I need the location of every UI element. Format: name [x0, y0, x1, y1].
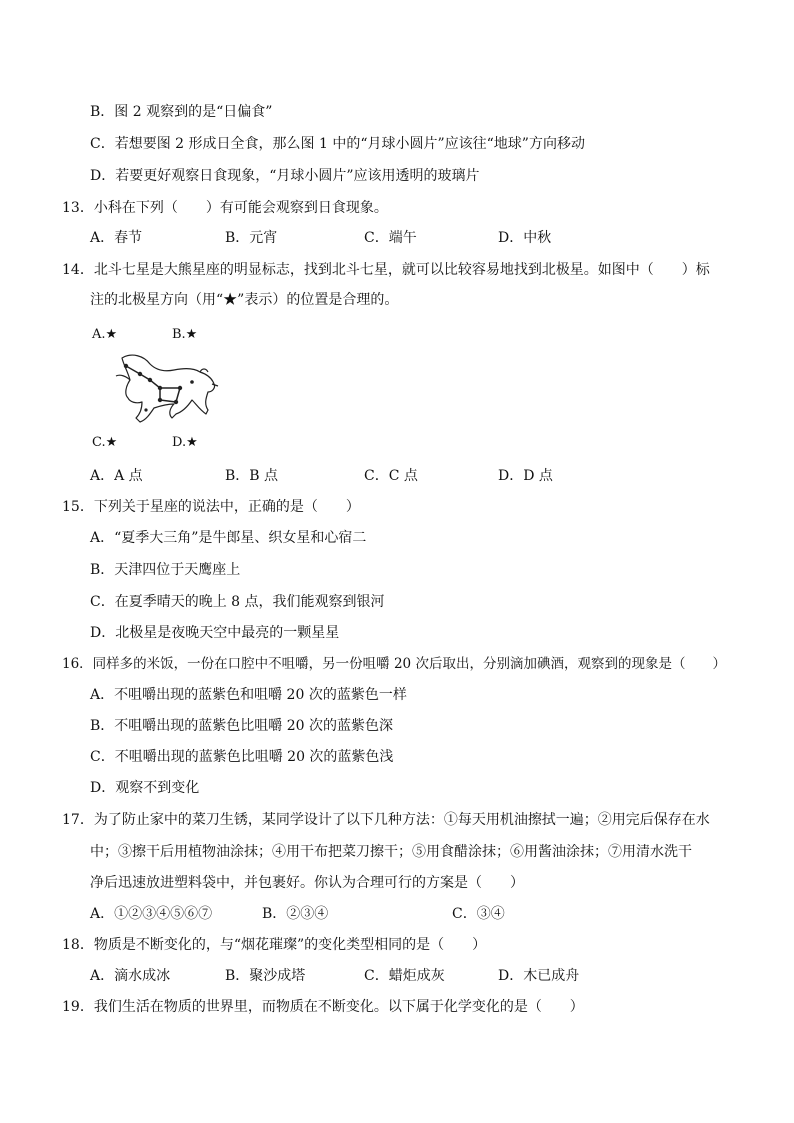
figure-label-b: B.★ — [172, 327, 198, 342]
figure-label-c: C.★ — [92, 435, 118, 450]
figure-label-a: A.★ — [92, 327, 118, 342]
q15-option-a: A．“夏季大三角”是牛郎星、织女星和心宿二 — [90, 530, 367, 546]
q18-option-c: C．蜡炬成灰 — [364, 968, 445, 984]
ursa-major-figure — [88, 322, 228, 452]
q15-option-d: D．北极星是夜晚天空中最亮的一颗星星 — [90, 625, 340, 641]
q13-stem: 13．小科在下列（ ）有可能会观察到日食现象。 — [62, 200, 388, 216]
q14-stem-line2: 注的北极星方向（用“★”表示）的位置是合理的。 — [90, 292, 399, 308]
q15-option-b: B．天津四位于天鹰座上 — [90, 562, 241, 578]
q13-option-b: B．元宵 — [225, 230, 278, 246]
prev-option-d: D．若要更好观察日食现象，“月球小圆片”应该用透明的玻璃片 — [90, 168, 480, 184]
q18-option-a: A．滴水成冰 — [90, 968, 171, 984]
big-dipper-lines — [126, 366, 180, 402]
q18-option-d: D．木已成舟 — [498, 968, 580, 984]
q17-option-c: C．③④ — [452, 906, 505, 922]
prev-option-b: B．图 2 观察到的是“日偏食” — [90, 104, 273, 120]
q16-option-a: A．不咀嚼出现的蓝紫色和咀嚼 20 次的蓝紫色一样 — [90, 687, 407, 703]
q19-stem: 19．我们生活在物质的世界里，而物质在不断变化。以下属于化学变化的是（ ） — [62, 999, 584, 1015]
prev-option-c: C．若想要图 2 形成日全食，那么图 1 中的“月球小圆片”应该往“地球”方向移动 — [90, 136, 585, 152]
q16-stem: 16．同样多的米饭，一份在口腔中不咀嚼，另一份咀嚼 20 次后取出，分别滴加碘酒，观察到的现象是（ ） — [62, 656, 726, 672]
q14-stem-line1: 14．北斗七星是大熊星座的明显标志，找到北斗七星，就可以比较容易地找到北极星。如图中（ ）标 — [62, 262, 710, 278]
q14-option-a: A．A 点 — [90, 468, 143, 484]
q15-option-c: C．在夏季晴天的晚上 8 点，我们能观察到银河 — [90, 594, 385, 610]
q16-option-c: C．不咀嚼出现的蓝紫色比咀嚼 20 次的蓝紫色浅 — [90, 749, 394, 765]
q14-option-b: B．B 点 — [225, 468, 279, 484]
q16-option-d: D．观察不到变化 — [90, 780, 200, 796]
q17-option-b: B．②③④ — [262, 906, 329, 922]
q18-stem: 18．物质是不断变化的，与“烟花璀璨”的变化类型相同的是（ ） — [62, 937, 487, 953]
q15-stem: 15．下列关于星座的说法中，正确的是（ ） — [62, 499, 360, 515]
q17-option-a: A．①②③④⑤⑥⑦ — [90, 906, 213, 922]
q13-option-a: A．春节 — [90, 230, 143, 246]
q14-option-c: C．C 点 — [364, 468, 418, 484]
q13-option-c: C．端午 — [364, 230, 417, 246]
q17-stem-line3: 净后迅速放进塑料袋中，并包裹好。你认为合理可行的方案是（ ） — [90, 875, 524, 891]
q18-option-b: B．聚沙成塔 — [225, 968, 306, 984]
q17-stem-line1: 17．为了防止家中的菜刀生锈，某同学设计了以下几种方法：①每天用机油擦拭一遍；②用完后保存在水 — [62, 812, 710, 828]
q14-option-d: D．D 点 — [498, 468, 553, 484]
figure-label-d: D.★ — [172, 435, 198, 450]
q13-option-d: D．中秋 — [498, 230, 552, 246]
q16-option-b: B．不咀嚼出现的蓝紫色比咀嚼 20 次的蓝紫色深 — [90, 718, 394, 734]
q17-stem-line2: 中；③擦干后用植物油涂抹；④用干布把菜刀擦干；⑤用食醋涂抹；⑥用酱油涂抹；⑦用清水洗干 — [90, 844, 692, 860]
